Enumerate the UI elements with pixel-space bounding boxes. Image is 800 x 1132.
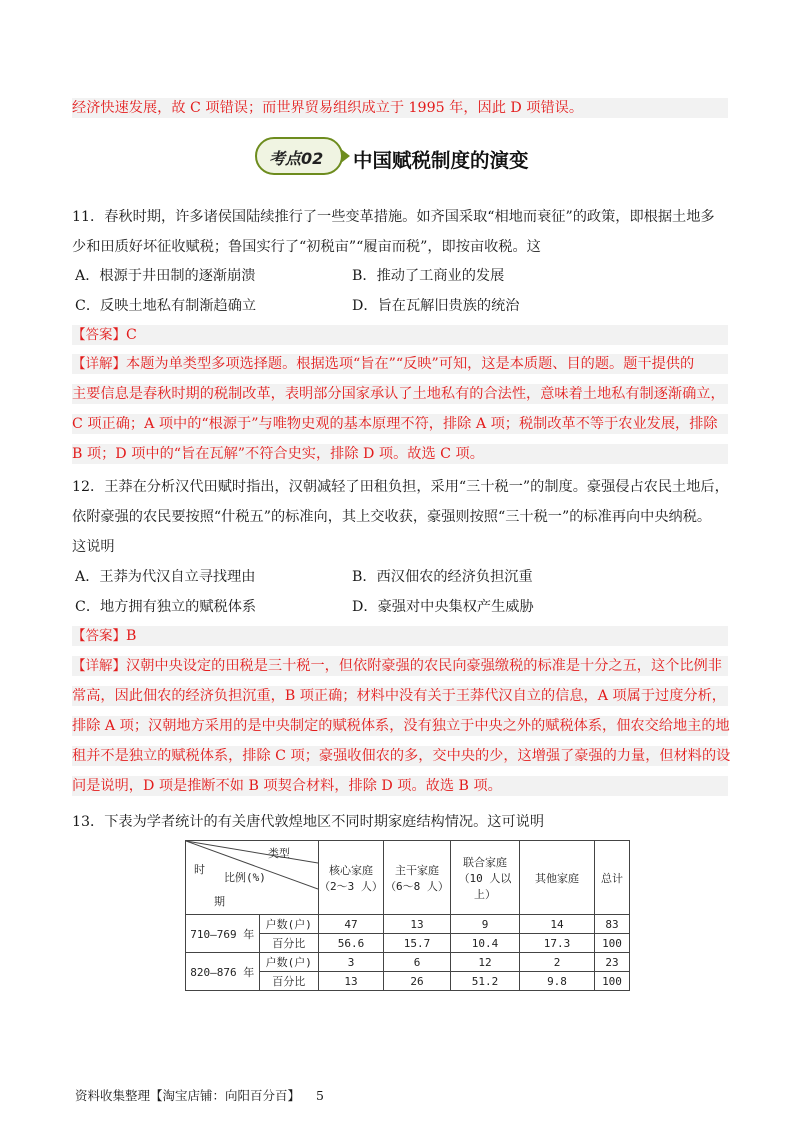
q11-option-c: C．反映土地私有制渐趋确立 xyxy=(75,298,257,314)
intro-line: 经济快速发展，故 C 项错误；而世界贸易组织成立于 1995 年，因此 D 项错误。 xyxy=(72,98,728,118)
corner-type-label: 类型 xyxy=(268,847,290,860)
header-cell: 联合家庭 （10 人以上） xyxy=(451,841,520,915)
section-badge-text: 考点02 xyxy=(269,149,324,168)
q11-detail-line xyxy=(72,354,728,374)
q11-stem-line: 11．春秋时期，许多诸侯国陆续推行了一些变革措施。如齐国采取“相地而衰征”的政策，即根据土地多 xyxy=(72,209,715,225)
corner-shi-label: 时 xyxy=(194,863,205,876)
q11-option-d: D．旨在瓦解旧贵族的统治 xyxy=(352,298,520,314)
header-cell: 其他家庭 xyxy=(520,841,595,915)
value-cell: 6 xyxy=(384,953,451,972)
table-corner-cell xyxy=(186,841,319,915)
answer-label: 【答案】 xyxy=(72,327,126,343)
q11-detail-line: B 项；D 项中的“旨在瓦解”不符合史实，排除 D 项。故选 C 项。 xyxy=(72,444,728,464)
q11-option-a: A．根源于井田制的逐渐崩溃 xyxy=(75,268,256,284)
value-cell: 9 xyxy=(451,915,520,934)
value-cell: 17.3 xyxy=(520,934,595,953)
row-kind-cell: 百分比 xyxy=(259,972,318,991)
q12-answer xyxy=(72,626,728,646)
value-cell: 12 xyxy=(451,953,520,972)
corner-ratio-label: 比例(%) xyxy=(224,871,266,884)
value-cell: 15.7 xyxy=(384,934,451,953)
row-kind-cell: 户数(户) xyxy=(259,915,318,934)
q11-option-b: B．推动了工商业的发展 xyxy=(352,268,505,284)
q12-option-a: A．王莽为代汉自立寻找理由 xyxy=(75,569,256,585)
value-cell: 23 xyxy=(595,953,630,972)
detail-label: 【详解】 xyxy=(72,658,126,674)
q12-detail-line: 问是说明，D 项是推断不如 B 项契合材料，排除 D 项。故选 B 项。 xyxy=(72,776,728,796)
q12-detail-line: 排除 A 项；汉朝地方采用的是中央制定的赋税体系，没有独立于中央之外的赋税体系，佃农交给地主的地 xyxy=(72,718,730,734)
page-footer xyxy=(75,1086,324,1104)
corner-qi-label: 期 xyxy=(214,895,225,908)
header-cell: 总计 xyxy=(595,841,630,915)
value-cell: 83 xyxy=(595,915,630,934)
value-cell: 51.2 xyxy=(451,972,520,991)
table-row xyxy=(186,915,630,934)
period-cell: 710—769 年 xyxy=(186,915,260,953)
q12-stem-line: 12．王莽在分析汉代田赋时指出，汉朝减轻了田租负担，采用“三十税一”的制度。豪强侵占农民土地后， xyxy=(72,479,729,495)
detail-label: 【详解】 xyxy=(72,356,126,372)
q12-detail-line: 常高，因此佃农的经济负担沉重，B 项正确；材料中没有关于王莽代汉自立的信息，A 项属于过度分析， xyxy=(72,686,728,706)
page-number: 5 xyxy=(316,1088,324,1103)
table-row xyxy=(186,953,630,972)
value-cell: 2 xyxy=(520,953,595,972)
value-cell: 10.4 xyxy=(451,934,520,953)
value-cell: 13 xyxy=(319,972,384,991)
badge-arrow-icon xyxy=(341,149,350,163)
value-cell: 13 xyxy=(384,915,451,934)
row-kind-cell: 百分比 xyxy=(259,934,318,953)
answer-label: 【答案】 xyxy=(72,628,126,644)
section-title: 中国赋税制度的演变 xyxy=(353,149,529,172)
q12-detail-line: 租并不是独立的赋税体系，排除 C 项；豪强收佃农的多，交中央的少，这增强了豪强的力量，但材料的设 xyxy=(72,748,731,764)
answer-value: B xyxy=(126,628,137,644)
header-cell: 主干家庭 （6～8 人） xyxy=(384,841,451,915)
q12-option-c: C．地方拥有独立的赋税体系 xyxy=(75,599,257,615)
q13-stem: 13．下表为学者统计的有关唐代敦煌地区不同时期家庭结构情况。这可说明 xyxy=(72,814,545,830)
value-cell: 3 xyxy=(319,953,384,972)
value-cell: 100 xyxy=(595,972,630,991)
value-cell: 100 xyxy=(595,934,630,953)
value-cell: 47 xyxy=(319,915,384,934)
q12-option-d: D．豪强对中央集权产生威胁 xyxy=(352,599,534,615)
family-structure-table xyxy=(185,840,630,991)
value-cell: 56.6 xyxy=(319,934,384,953)
footer-text: 资料收集整理【淘宝店铺：向阳百分百】 xyxy=(75,1088,301,1103)
q11-answer xyxy=(72,325,728,345)
header-cell: 核心家庭 （2～3 人） xyxy=(319,841,384,915)
section-header xyxy=(255,137,555,181)
value-cell: 9.8 xyxy=(520,972,595,991)
q12-detail-line xyxy=(72,656,728,676)
detail-text: 汉朝中央设定的田税是三十税一，但依附豪强的农民向豪强缴税的标准是十分之五，这个比例非 xyxy=(126,658,722,674)
value-cell: 14 xyxy=(520,915,595,934)
q11-detail-line: 主要信息是春秋时期的税制改革，表明部分国家承认了土地私有的合法性，意味着土地私有制逐渐确立， xyxy=(72,384,728,404)
q12-stem-line: 这说明 xyxy=(72,539,115,555)
row-kind-cell: 户数(户) xyxy=(259,953,318,972)
section-badge xyxy=(255,137,343,175)
q11-stem-line: 少和田质好坏征收赋税；鲁国实行了“初税亩”“履亩而税”，即按亩收税。这 xyxy=(72,239,541,255)
q11-detail-line: C 项正确；A 项中的“根源于”与唯物史观的基本原理不符，排除 A 项；税制改革不等于农业发展，排除 xyxy=(72,414,728,434)
q12-option-b: B．西汉佃农的经济负担沉重 xyxy=(352,569,533,585)
period-cell: 820—876 年 xyxy=(186,953,260,991)
q12-stem-line: 依附豪强的农民要按照“什税五”的标准向，其上交收获，豪强则按照“三十税一”的标准再向中央纳税。 xyxy=(72,509,712,525)
answer-value: C xyxy=(126,327,137,343)
detail-text: 本题为单类型多项选择题。根据选项“旨在”“反映”可知，这是本质题、目的题。题干提供的 xyxy=(126,356,695,372)
value-cell: 26 xyxy=(384,972,451,991)
